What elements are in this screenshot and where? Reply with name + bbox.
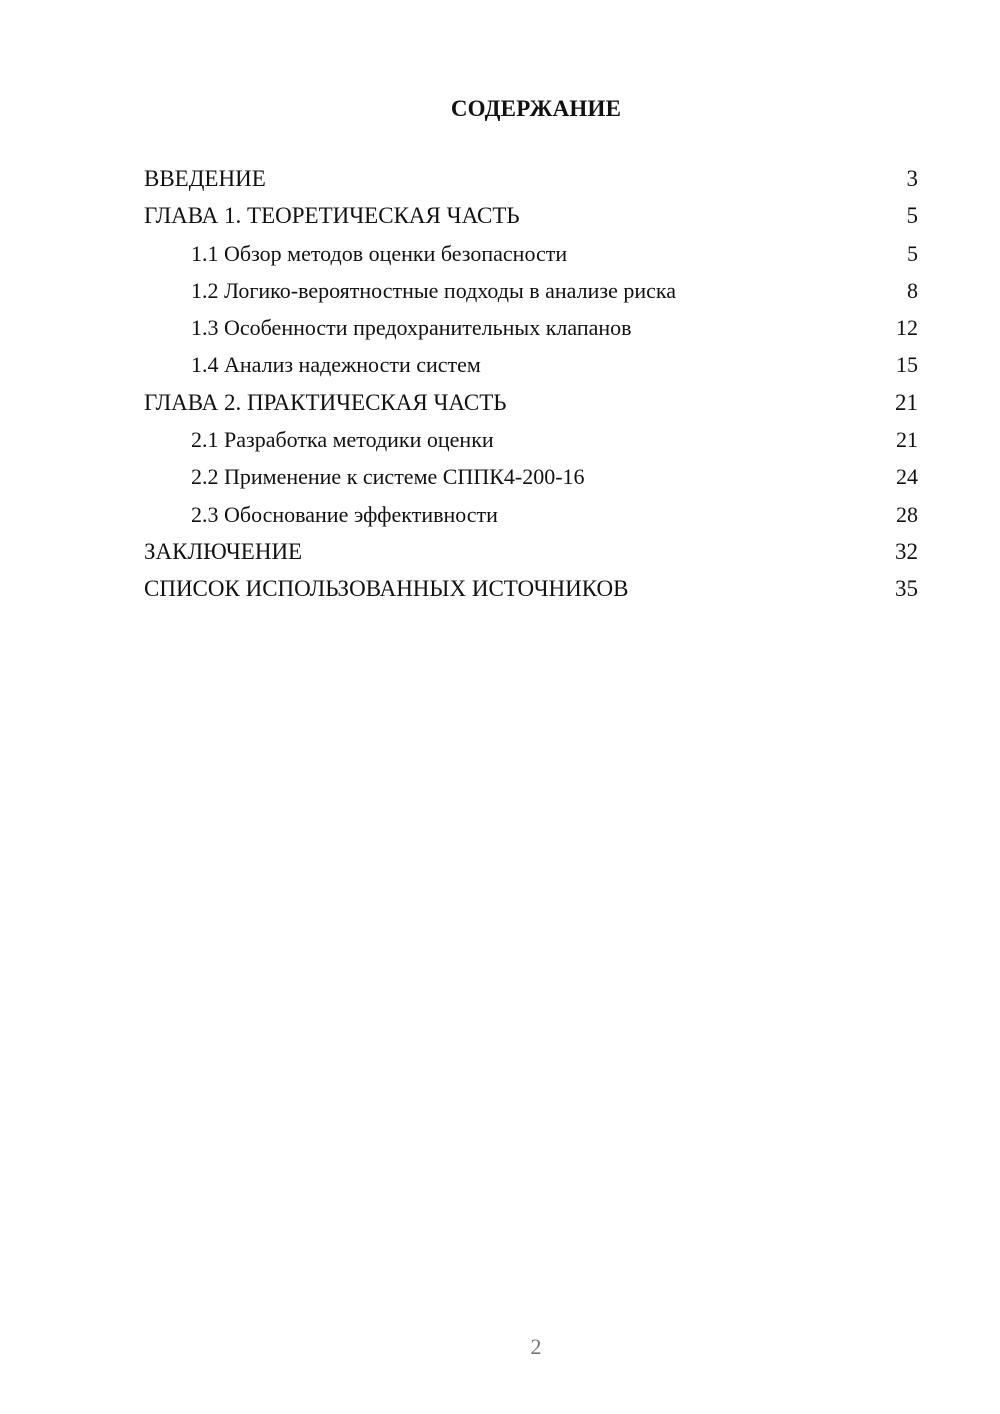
toc-item-page: 32 (895, 538, 918, 564)
toc-item-page: 15 (896, 352, 918, 378)
toc-item-introduction (144, 166, 918, 203)
toc-item-text: 2.3 Обоснование эффективности (191, 501, 498, 527)
toc-item-section-1-1 (144, 241, 918, 278)
toc-title: СОДЕРЖАНИЕ (450, 96, 622, 121)
toc-item-text: 1.2 Логико-вероятностные подходы в анализе риска (191, 277, 677, 303)
toc-item-chapter-1 (144, 203, 918, 240)
toc-item-text: 1.1 Обзор методов оценки безопасности (191, 240, 568, 266)
toc-item-page: 24 (896, 464, 918, 490)
table-of-contents (144, 166, 918, 614)
page-number: 2 (530, 1334, 542, 1359)
toc-item-references (144, 576, 918, 613)
toc-item-page: 5 (906, 203, 918, 229)
toc-item-page: 28 (896, 501, 918, 527)
toc-item-text: 1.3 Особенности предохранительных клапанов (191, 315, 632, 341)
toc-item-page: 21 (895, 389, 918, 415)
toc-item-text: ЗАКЛЮЧЕНИЕ (144, 538, 303, 564)
toc-item-text: 2.1 Разработка методики оценки (191, 427, 494, 453)
toc-item-page: 8 (907, 277, 918, 303)
toc-item-text: ГЛАВА 2. ПРАКТИЧЕСКАЯ ЧАСТЬ (144, 389, 507, 415)
toc-item-section-1-4 (144, 352, 918, 389)
toc-item-chapter-2 (144, 390, 918, 427)
toc-item-page: 5 (907, 240, 918, 266)
toc-item-text: 2.2 Применение к системе СППК4-200-16 (191, 464, 585, 490)
toc-item-section-2-2 (144, 464, 918, 501)
toc-item-text: 1.4 Анализ надежности систем (191, 352, 481, 378)
toc-item-conclusion (144, 539, 918, 576)
toc-item-section-2-1 (144, 427, 918, 464)
toc-item-text: ВВЕДЕНИЕ (144, 166, 266, 191)
toc-item-page: 21 (896, 427, 918, 453)
toc-item-text: ГЛАВА 1. ТЕОРЕТИЧЕСКАЯ ЧАСТЬ (144, 203, 520, 229)
toc-item-section-2-3 (144, 502, 918, 539)
toc-item-page: 3 (906, 166, 918, 191)
toc-item-section-1-2 (144, 278, 918, 315)
toc-item-page: 35 (895, 576, 918, 602)
toc-item-text: СПИСОК ИСПОЛЬЗОВАННЫХ ИСТОЧНИКОВ (144, 576, 629, 602)
toc-item-section-1-3 (144, 315, 918, 352)
toc-item-page: 12 (896, 315, 918, 341)
